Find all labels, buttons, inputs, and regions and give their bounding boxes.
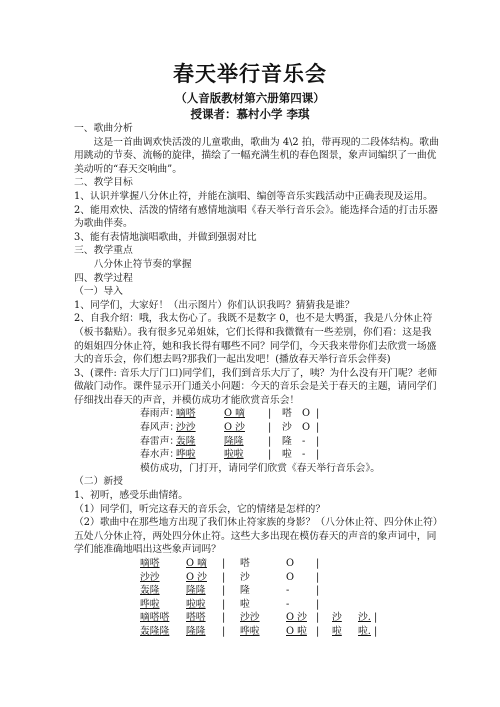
text-line: 模仿成功，门打开，请同学们欣赏《春天举行音乐会》。 [140,462,381,474]
sound-cell: 沙沙 [140,571,160,583]
sound-cell: 春雨声： [140,408,180,420]
sound-cell: | [222,571,226,583]
sound-cell: 啦 [240,598,250,610]
sound-cell: | [316,625,320,637]
sound-cell: - [302,449,306,461]
sound-cell: | [316,612,320,624]
text-line: 1、认识并掌握八分休止符，并能在演唱、编创等音乐实践活动中正确表现及运用。 [74,190,433,202]
sound-cell: - [302,435,306,447]
text-line: 3、能有表情地演唱歌曲，并做到强弱对比 [74,231,257,243]
sound-cell: | [316,435,320,447]
text-line: （二）新授 [74,476,123,488]
sound-cell: | [268,422,272,434]
sound-cell: | [222,558,226,569]
sound-cell: 沙沙 [240,612,260,624]
sound-cell: 沙 [240,571,250,583]
text-line: （1）同学们，听完这春天的音乐会，它的情绪是怎样的？ [74,503,326,515]
sound-cell: 啦啦 [224,449,244,461]
sound-cell: 沙. [358,612,371,624]
sound-cell: 轰隆 [176,435,196,447]
sound-cell: 沙沙 [176,422,196,434]
sound-cell: 哗啦 [240,625,260,637]
sound-grid-2 [74,557,440,639]
sound-cell: | [316,585,320,597]
sound-row [74,625,440,639]
sound-cell: O 沙 [286,612,307,624]
sound-cell: 隆隆 [224,435,244,447]
sound-cell: O 嘀 [224,408,245,420]
text-line: 一、歌曲分析 [74,123,133,134]
sound-cell [358,598,374,612]
sound-cell: 春水声： [140,449,180,461]
sound-cell [332,557,358,571]
sound-cell: 春风声： [140,422,180,434]
sound-cell: | [374,612,378,624]
sound-cell: | [222,625,226,637]
sound-cell [358,584,374,598]
sound-cell: O [302,408,311,420]
section-text-2 [74,462,440,557]
sound-cell: | [268,435,272,447]
author-line: 授课者：慕村小学 李琪 [190,107,310,121]
text-line: 二、教学目标 [74,177,133,189]
sound-cell: 隆隆 [186,625,206,637]
sound-cell: O 嘀 [186,558,207,569]
sound-row [74,571,440,585]
sound-cell: O 啦 [286,625,307,637]
sound-cell [358,571,374,585]
sound-cell: 嘀嗒 [140,558,160,569]
text-line: 1、同学们，大家好！（出示图片）你们认识我吗？猜猜我是谁？ [74,299,355,311]
sound-row [74,598,440,612]
sound-cell: | [316,422,320,434]
sound-cell: 嗒 [240,558,250,569]
sound-cell: 轰隆隆 [140,625,170,637]
sound-cell: 隆 [240,585,250,597]
section-text-1 [74,122,440,407]
sound-row [74,584,440,598]
sound-cell: 嘀嗒 [176,408,196,420]
sound-cell: O [286,571,295,583]
sound-cell: O [302,422,311,434]
sound-cell: - [286,585,290,597]
sound-cell: 啦 [332,625,342,637]
sound-cell: 沙 [282,422,292,434]
sound-cell: 嗒嗒 [186,612,206,624]
sound-cell: O 沙 [224,422,245,434]
sound-cell: 隆 [282,435,292,447]
sound-cell: O [286,558,295,569]
sound-cell: 隆隆 [186,585,206,597]
sound-row [74,557,440,571]
document-body [74,122,440,639]
sound-row [74,611,440,625]
sound-row [74,407,440,421]
page-title: 春天举行音乐会 [173,61,327,86]
sound-grid-1 [74,407,440,461]
text-line: （一）导入 [74,286,123,298]
text-line: 三、教学重点 [74,245,133,257]
sound-cell: | [316,558,320,569]
subtitle: （人音版教材第六册第四课） [175,91,325,105]
sound-cell: 啦. [358,625,371,637]
sound-cell: O 沙 [186,571,207,583]
sound-cell: | [316,598,320,610]
sound-cell [358,557,374,571]
sound-cell: 嘀嗒嗒 [140,612,170,624]
sound-cell: | [268,408,272,420]
text-line: 八分休止符节奏的掌握 [93,258,192,270]
text-line: 2、能用欢快、活泼的情绪有感情地演唱《春天举行音乐会》。能选择合适的打击乐器为歌曲伴奏。 [74,204,438,230]
sound-cell [332,584,358,598]
text-line: 3、(课件: 音乐大厅门口)同学们，我们到音乐大厅了，咦？为什么没有开门呢？老师做敲门动作。课件显示开门通关小问题：今天的音乐会是关于春天的主题，请同学们仔细找出春天的声音，并模仿成功才能欣赏音乐会！ [74,367,438,406]
sound-cell: 轰隆 [140,585,160,597]
sound-cell: | [268,449,272,461]
sound-cell: | [222,612,226,624]
sound-cell: | [374,625,378,637]
sound-row [74,448,440,462]
sound-cell: 嗒 [282,408,292,420]
text-line: 这是一首曲调欢快活泼的儿童歌曲，歌曲为 4\2 拍，带再现的二段体结构。歌曲用跳动的节奏、流畅的旋律，描绘了一幅充满生机的春色图景，象声词编织了一曲优美动听的“春天交响曲”。 [74,136,439,175]
text-line: （2）歌曲中在那些地方出现了我们休止符家族的身影？（八分休止符、四分休止符）五处八分休止符，两处四分休止符。这些大多出现在模仿春天的声音的象声词中，同学们能准确地唱出这些象声词吗？ [74,517,438,556]
sound-cell: - [286,598,290,610]
sound-cell: 哗啦 [176,449,196,461]
text-line: 四、教学过程 [74,272,133,284]
sound-cell: | [316,571,320,583]
sound-cell: | [316,449,320,461]
sound-cell [332,571,358,585]
text-line: 2、自我介绍：哦，我太伤心了。我既不是数字 0，也不是大鸭蛋，我是八分休止符（板书黏贴）。我有很多兄弟姐妹，它们长得和我微微有一些差别，你们看：这是我的姐姐四分休止符，她和我长得有哪些不同？同学们，今天我来带你们去欣赏一场盛大的音乐会，你们想去吗?那我们一起出发吧！(播放春天举行音乐会伴奏) [74,313,437,366]
sound-cell: 啦 [282,449,292,461]
sound-cell: 沙 [332,612,342,624]
sound-row [74,435,440,449]
text-line: 1、初听，感受乐曲情绪。 [74,490,188,502]
sound-cell: | [222,598,226,610]
sound-cell: 哗啦 [140,598,160,610]
sound-cell: 春雷声： [140,435,180,447]
sound-cell: | [316,408,320,420]
sound-cell: | [222,585,226,597]
sound-cell: 啦啦 [186,598,206,610]
sound-row [74,421,440,435]
sound-cell [332,598,358,612]
